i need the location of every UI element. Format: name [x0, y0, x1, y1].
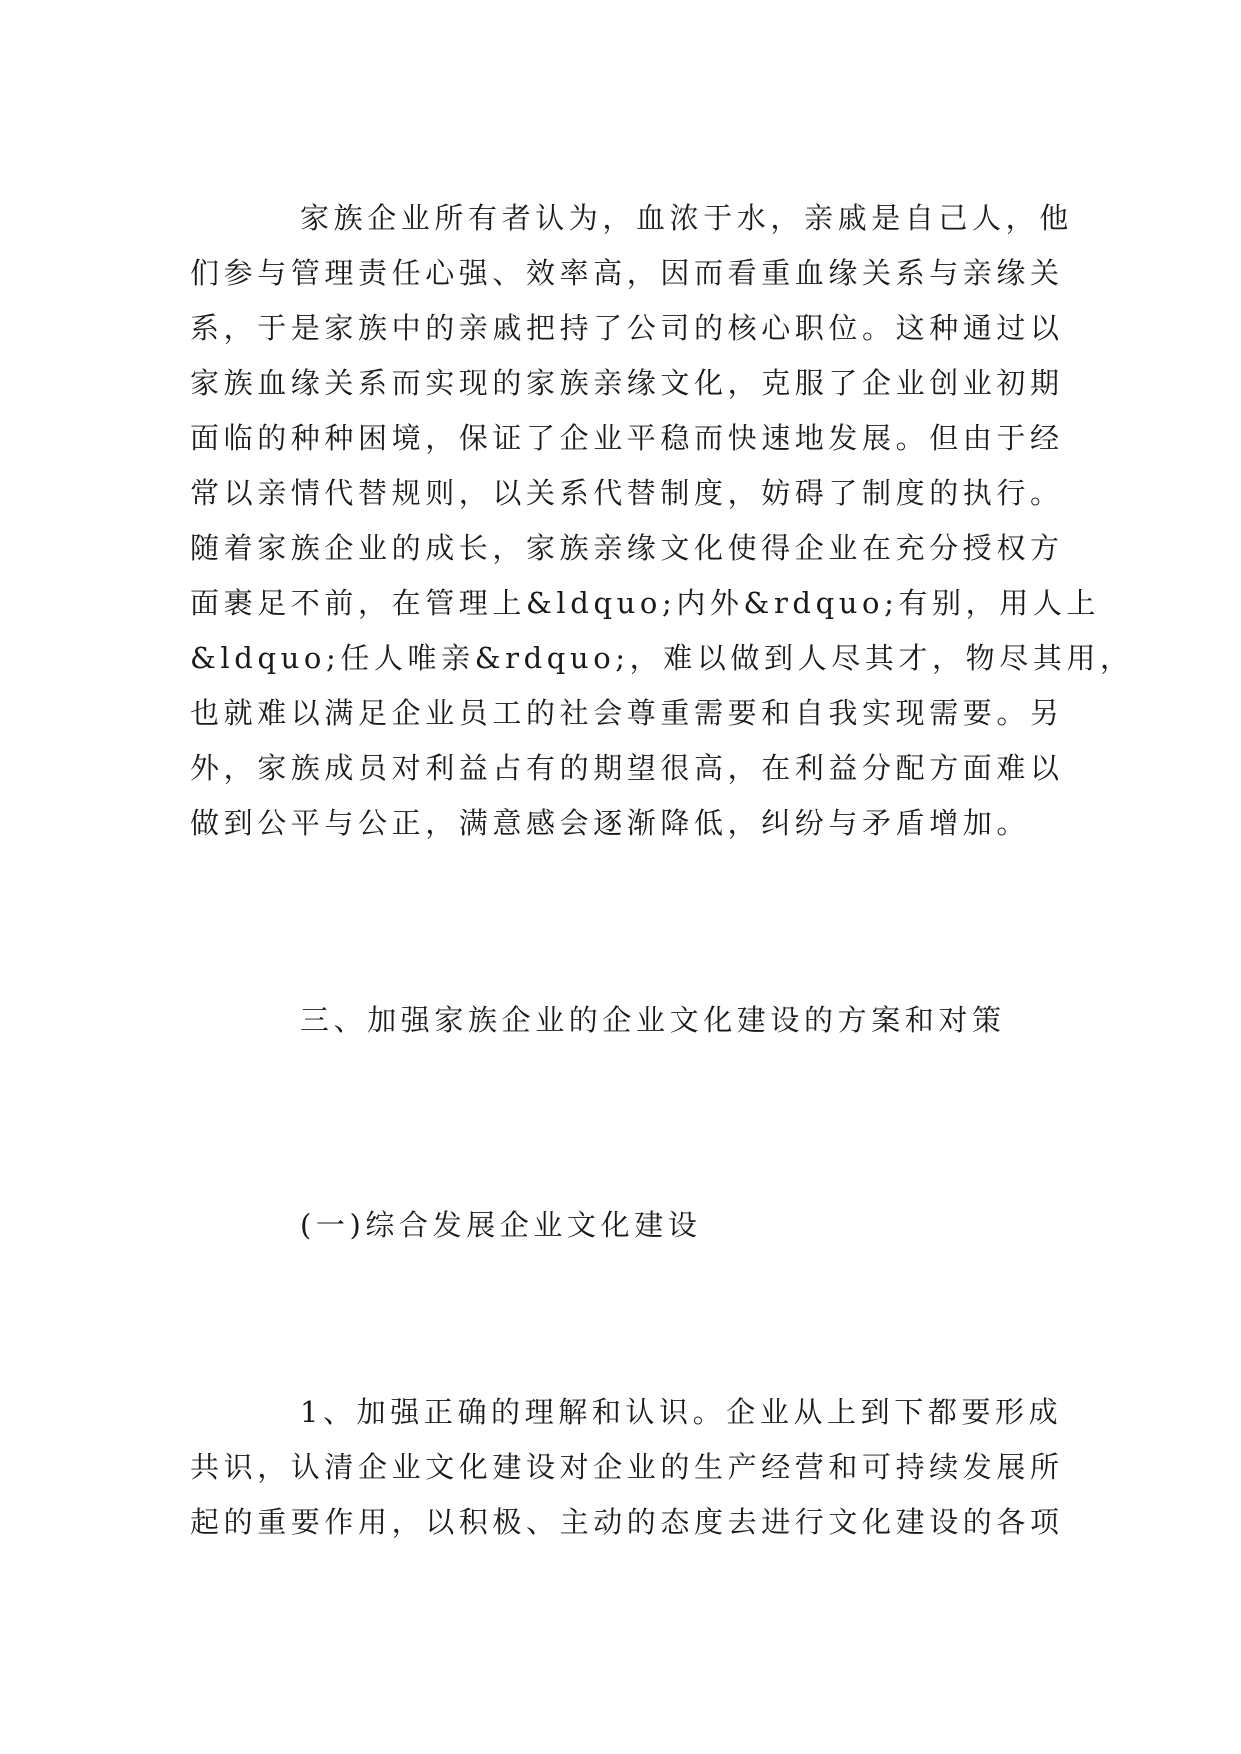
paragraph-line: 外，家族成员对利益占有的期望很高，在利益分配方面难以 — [190, 751, 1064, 785]
paragraph-line: 共识，认清企业文化建设对企业的生产经营和可持续发展所 — [190, 1450, 1064, 1484]
paragraph-line: 1、加强正确的理解和认识。企业从上到下都要形成 — [300, 1395, 1063, 1429]
paragraph-line: 家族企业所有者认为，血浓于水，亲戚是自己人，他 — [300, 201, 1073, 235]
paragraph-line: 系，于是家族中的亲戚把持了公司的核心职位。这种通过以 — [190, 311, 1064, 345]
paragraph-line: 面裹足不前，在管理上&ldquo;内外&rdquo;有别，用人上 — [190, 586, 1101, 620]
paragraph-line: 做到公平与公正，满意感会逐渐降低，纠纷与矛盾增加。 — [190, 806, 1031, 840]
paragraph-line: &ldquo;任人唯亲&rdquo;，难以做到人尽其才，物尽其用， — [190, 641, 1134, 675]
paragraph-line: 随着家族企业的成长，家族亲缘文化使得企业在充分授权方 — [190, 531, 1064, 565]
paragraph-line: 常以亲情代替规则，以关系代替制度，妨碍了制度的执行。 — [190, 476, 1064, 510]
paragraph-line: 们参与管理责任心强、效率高，因而看重血缘关系与亲缘关 — [190, 256, 1064, 290]
paragraph-line: 面临的种种困境，保证了企业平稳而快速地发展。但由于经 — [190, 421, 1064, 455]
section-heading: 三、加强家族企业的企业文化建设的方案和对策 — [300, 1003, 1006, 1037]
paragraph-line: 起的重要作用，以积极、主动的态度去进行文化建设的各项 — [190, 1505, 1064, 1539]
paragraph-line: 也就难以满足企业员工的社会尊重需要和自我实现需要。另 — [190, 696, 1064, 730]
subsection-heading: (一)综合发展企业文化建设 — [300, 1208, 702, 1242]
paragraph-line: 家族血缘关系而实现的家族亲缘文化，克服了企业创业初期 — [190, 366, 1064, 400]
